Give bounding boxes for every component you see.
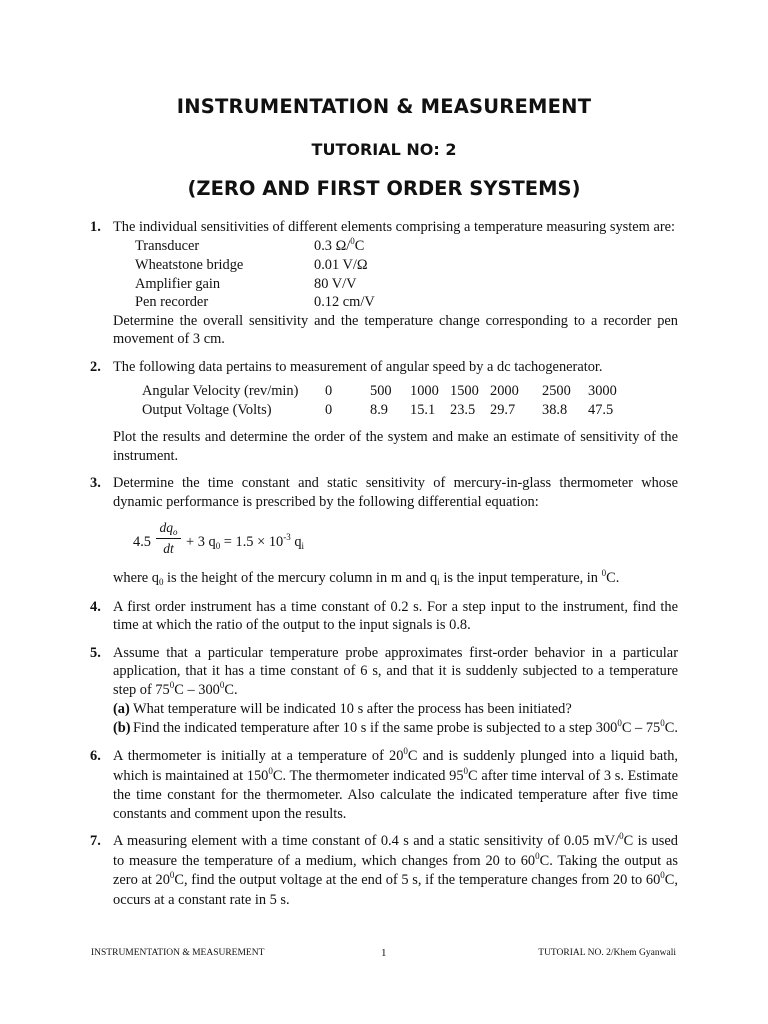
table-cell: 15.1 bbox=[410, 401, 436, 418]
table-row bbox=[135, 237, 375, 257]
equation-rest: + 3 $q_0 = 1.5 \times 10^{-3}$ $q_i$ bbox=[186, 532, 305, 551]
table-row bbox=[142, 401, 617, 420]
question-number: 3. bbox=[90, 475, 101, 491]
footer-left: INSTRUMENTATION & MEASUREMENT bbox=[91, 948, 265, 958]
question-text: The following data pertains to measurement of angular speed by a dc tachogenerator. bbox=[113, 358, 603, 375]
table-row bbox=[135, 293, 375, 312]
fraction-numerator: $dq_o$ bbox=[156, 519, 181, 539]
table-cell: 8.9 bbox=[370, 401, 388, 418]
table-cell: Pen recorder bbox=[135, 294, 209, 310]
question-text: where $q_0$ is the height of the mercury column in m and $q_i$ is the input temperature, in $^0$C. bbox=[113, 568, 620, 587]
question-number: 6. bbox=[90, 748, 101, 764]
question-text: Assume that a particular temperature probe approximates first-order behavior in a particular application, that it has a time constant of 6 s, and that it is suddenly subjected to a temperature step of $75^0C - 300^0C$. bbox=[113, 644, 678, 698]
sensitivity-table bbox=[135, 237, 375, 312]
row-header: Output Voltage (Volts) bbox=[142, 401, 272, 418]
table-cell: 1500 bbox=[450, 383, 479, 399]
table-cell: 29.7 bbox=[490, 401, 516, 418]
question-number: 2. bbox=[90, 358, 101, 375]
table-cell: Wheatstone bridge bbox=[135, 257, 244, 273]
tachogenerator-data-table bbox=[142, 382, 617, 419]
question-text: A measuring element with a time constant of 0.4 s and a static sensitivity of 0.05 mV/$^0$C is used to measure the temperature of a medium, which changes from 20 to $60^0C$. Taking the output as zero at $20^0C$, find the output voltage at the end of 5 s, if the temperature changes from 20 to $60^0C$, occurs at a constant rate in 5 s. bbox=[113, 831, 679, 908]
question-text: A thermometer is initially at a temperature of $20^0C$ and is suddenly plunged into a liquid bath, which is maintained at $150^0C$. The thermometer indicated $95^0C$ after time interval of 3 s. Estimate the time constant for the thermometer. Also calculate the indicated temperature after five time constants and comment upon the results. bbox=[113, 746, 678, 822]
question-6 bbox=[90, 747, 678, 823]
questions-list bbox=[90, 218, 678, 918]
question-1 bbox=[90, 218, 678, 349]
table-cell: 0.01 V/Ω bbox=[314, 257, 368, 273]
table-cell: 0.3 Ω/$^0$C bbox=[314, 235, 365, 254]
table-cell: 500 bbox=[370, 383, 392, 399]
table-cell: 0 bbox=[325, 383, 333, 399]
question-3 bbox=[90, 474, 678, 589]
table-row bbox=[135, 256, 375, 275]
table-row bbox=[135, 275, 375, 294]
table-cell: 2500 bbox=[542, 383, 571, 399]
document-subtitle: (ZERO AND FIRST ORDER SYSTEMS) bbox=[187, 177, 581, 200]
footer-right: TUTORIAL NO. 2/Khem Gyanwali bbox=[538, 948, 676, 958]
table-cell: 47.5 bbox=[588, 401, 614, 418]
table-cell: 0.12 cm/V bbox=[314, 294, 375, 310]
table-cell: 2000 bbox=[490, 383, 519, 399]
question-7 bbox=[90, 832, 678, 909]
equation-coefficient: 4.5 bbox=[133, 534, 151, 550]
differential-equation bbox=[113, 519, 678, 563]
table-cell: 0 bbox=[325, 401, 333, 418]
question-text: A first order instrument has a time constant of 0.2 s. For a step input to the instrument, find the time at which the ratio of the output to the input signals is 0.8. bbox=[113, 598, 678, 633]
sub-question-a bbox=[113, 700, 678, 719]
page-number: 1 bbox=[381, 947, 387, 959]
question-text: Plot the results and determine the order of the system and make an estimate of sensitivity of the instrument. bbox=[113, 429, 678, 464]
question-5 bbox=[90, 644, 678, 739]
question-text: The individual sensitivities of different elements comprising a temperature measuring system are: bbox=[113, 219, 676, 235]
question-4 bbox=[90, 598, 678, 635]
equation-fraction bbox=[156, 519, 181, 558]
sub-question-text: What temperature will be indicated 10 s after the process has been initiated? bbox=[133, 701, 572, 717]
question-number: 1. bbox=[90, 219, 101, 235]
question-number: 4. bbox=[90, 598, 101, 615]
table-row bbox=[142, 382, 617, 401]
row-header: Angular Velocity (rev/min) bbox=[142, 383, 299, 399]
table-cell: 3000 bbox=[588, 383, 617, 399]
question-text: Determine the time constant and static sensitivity of mercury-in-glass thermometer whose dynamic performance is prescribed by the following differential equation: bbox=[113, 475, 678, 510]
question-text: Determine the overall sensitivity and the temperature change corresponding to a recorder pen movement of 3 cm. bbox=[113, 312, 678, 347]
sub-question-b bbox=[113, 719, 678, 739]
table-cell: 23.5 bbox=[450, 401, 476, 418]
sub-question-label: (b) bbox=[113, 719, 131, 736]
sub-question-label: (a) bbox=[113, 701, 130, 717]
table-cell: 1000 bbox=[410, 383, 439, 399]
table-cell: 38.8 bbox=[542, 401, 568, 418]
table-cell: Transducer bbox=[135, 237, 200, 254]
fraction-denominator: dt bbox=[163, 541, 174, 556]
tutorial-number: TUTORIAL NO: 2 bbox=[311, 140, 457, 159]
question-2 bbox=[90, 358, 678, 466]
table-cell: Amplifier gain bbox=[135, 275, 221, 292]
sub-question-text: Find the indicated temperature after 10 s if the same probe is subjected to a step $300^0C - 75^0C$. bbox=[133, 717, 678, 736]
question-number: 5. bbox=[90, 644, 101, 661]
document-title: INSTRUMENTATION & MEASUREMENT bbox=[176, 95, 592, 118]
question-number: 7. bbox=[90, 833, 101, 849]
table-cell: 80 V/V bbox=[314, 275, 357, 292]
